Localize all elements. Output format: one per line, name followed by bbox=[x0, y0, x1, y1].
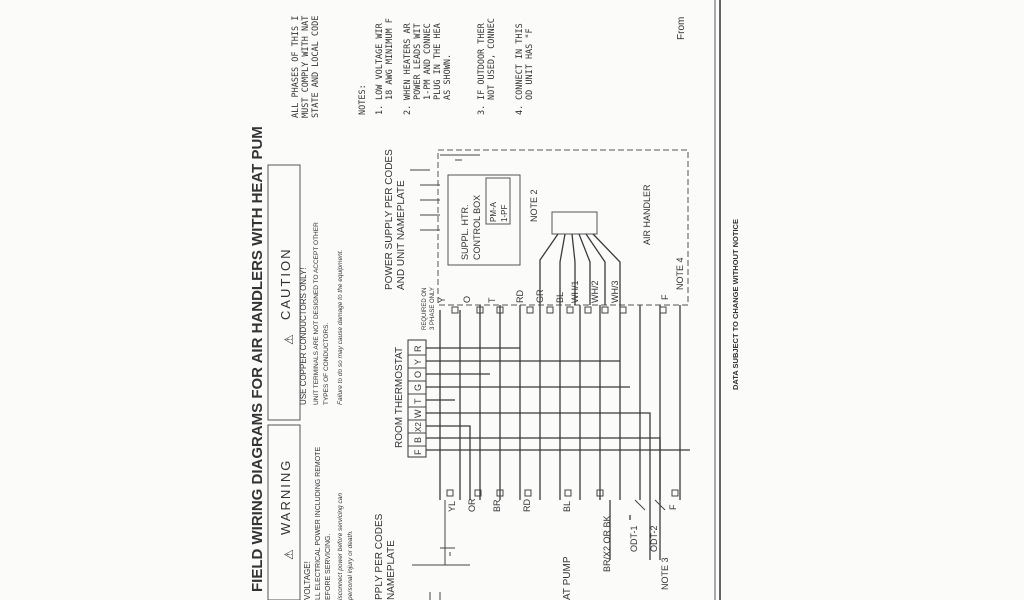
air-handler-wire-label: T bbox=[487, 297, 497, 303]
thermostat-terminal: R bbox=[413, 345, 423, 352]
heat-pump-label: AT PUMP bbox=[562, 556, 573, 600]
note-number: 3. bbox=[477, 104, 487, 115]
warning-line: LL ELECTRICAL POWER INCLUDING REMOTE bbox=[315, 446, 322, 600]
note-line: POWER LEADS WIT bbox=[413, 23, 423, 100]
caution-line: Failure to do so may cause damage to the equipment. bbox=[337, 249, 344, 405]
air-handler-wire-label: WH/2 bbox=[590, 280, 600, 303]
pm-label: 1-PF bbox=[500, 204, 509, 222]
air-handler-connectors bbox=[452, 307, 666, 313]
warning-line: EFORE SERVICING. bbox=[325, 533, 332, 600]
left-supply-label: PPLY PER CODES bbox=[374, 513, 385, 600]
right-supply-label: POWER SUPPLY PER CODES bbox=[384, 149, 395, 290]
heat-pump-wire-label: OR bbox=[467, 498, 477, 512]
footer-notice: DATA SUBJECT TO CHANGE WITHOUT NOTICE bbox=[731, 219, 740, 390]
warning-line: isconnect power before servicing can bbox=[337, 493, 344, 600]
left-supply-label: NAMEPLATE bbox=[386, 540, 397, 600]
heat-pump-wire-label: YL bbox=[447, 500, 457, 512]
warning-line: VOLTAGE! bbox=[303, 561, 312, 600]
heat-pump-wire-label: BR bbox=[492, 499, 502, 512]
air-handler-wire-label: BL bbox=[555, 291, 565, 303]
supl-box-label: CONTROL BOX bbox=[472, 194, 482, 260]
air-handler-wire-label: WH/1 bbox=[570, 280, 580, 303]
from-label: From bbox=[676, 16, 687, 40]
note3-label: NOTE 3 bbox=[660, 557, 670, 590]
caution-line: TYPES OF CONDUCTORS. bbox=[323, 322, 330, 405]
air-handler-f-label: F bbox=[660, 294, 670, 300]
air-handler-wire-label: Y bbox=[437, 296, 447, 303]
caution-line: UNIT TERMINALS ARE NOT DESIGNED TO ACCEPT OTHER bbox=[313, 222, 320, 405]
note-line: LOW VOLTAGE WIR bbox=[375, 23, 385, 100]
odt-block bbox=[629, 500, 678, 552]
thermostat-terminal: W bbox=[413, 409, 423, 418]
notes-heading: NOTES: bbox=[358, 84, 368, 115]
thermostat-terminal: F bbox=[413, 449, 423, 455]
caution-box bbox=[268, 165, 344, 420]
odt-label: ODT-1 bbox=[629, 525, 639, 552]
warning-box bbox=[268, 425, 354, 600]
general-text-line: STATE AND LOCAL CODE bbox=[311, 15, 321, 118]
heat-pump-wire-label: BL bbox=[562, 500, 572, 512]
thermostat-terminal: Y bbox=[413, 358, 423, 365]
odt-label: ODT-2 bbox=[649, 525, 659, 552]
note-line: CONNECT IN THIS bbox=[515, 23, 525, 100]
room-thermostat-label: ROOM THERMOSTAT bbox=[394, 346, 405, 448]
note-line: 1-PM AND CONNEC bbox=[423, 23, 433, 100]
heat-pump-connectors bbox=[447, 490, 678, 496]
air-handler-harness bbox=[540, 234, 620, 305]
general-text-line: ALL PHASES OF THIS I bbox=[291, 15, 301, 118]
note-number: 1. bbox=[375, 104, 385, 115]
air-handler-wire-label: RD bbox=[515, 290, 525, 303]
air-handler-wire-label: GR bbox=[535, 289, 545, 303]
heat-pump-wire-label: RD bbox=[522, 499, 532, 512]
warning-heading: WARNING bbox=[278, 458, 293, 535]
room-thermostat-block bbox=[408, 340, 426, 457]
thermostat-terminal: O bbox=[413, 370, 423, 378]
thermostat-terminal: G bbox=[413, 383, 423, 391]
note-line: OD UNIT HAS "F bbox=[525, 28, 535, 100]
note-line: PLUG IN THE HEA bbox=[433, 23, 443, 100]
thermostat-terminal: B bbox=[413, 436, 423, 443]
caution-heading: CAUTION bbox=[278, 247, 293, 320]
left-supply-leads bbox=[412, 500, 470, 600]
warning-line: personal injury or death. bbox=[347, 530, 354, 600]
note-number: 4. bbox=[515, 104, 525, 115]
note4-label: NOTE 4 bbox=[675, 257, 685, 290]
caution-symbol-icon: ⚠ bbox=[282, 334, 296, 345]
thermostat-wires bbox=[426, 305, 690, 560]
page-title: FIELD WIRING DIAGRAMS FOR AIR HANDLERS WITH HEAT PUM bbox=[249, 126, 266, 592]
heat-pump-wire-label: BR/X2 OR BK bbox=[602, 515, 612, 572]
pm-label: PM-A bbox=[489, 202, 498, 222]
air-handler-wire-label: O bbox=[462, 295, 472, 303]
note2-label: NOTE 2 bbox=[529, 189, 539, 222]
air-handler-label: AIR HANDLER bbox=[642, 184, 652, 245]
required-label: 3 PHASE ONLY bbox=[430, 287, 436, 330]
thermostat-terminal: T bbox=[413, 398, 423, 404]
warning-symbol-icon: ⚠ bbox=[282, 549, 296, 560]
caution-line: USE COPPER CONDUCTORS ONLY! bbox=[299, 267, 308, 405]
general-text-line: MUST COMPLY WITH NAT bbox=[301, 15, 311, 118]
odt-f-label: F bbox=[668, 504, 678, 510]
note-line: WHEN HEATERS AR bbox=[403, 23, 413, 100]
note-number: 2. bbox=[403, 104, 413, 115]
note-line: IF OUTDOOR THER bbox=[477, 23, 487, 100]
right-supply-label: AND UNIT NAMEPLATE bbox=[396, 180, 407, 290]
required-label: REQUIRED ON bbox=[422, 287, 428, 330]
supl-box-label: SUPPL. HTR. bbox=[460, 204, 470, 260]
note-line: NOT USED, CONNEC bbox=[487, 18, 497, 100]
thermostat-terminal: X2 bbox=[414, 422, 423, 432]
note-line: AS SHOWN. bbox=[443, 53, 453, 100]
note-line: 18 AWG MINIMUM F bbox=[385, 18, 395, 100]
air-handler-wire-label: WH/3 bbox=[610, 280, 620, 303]
